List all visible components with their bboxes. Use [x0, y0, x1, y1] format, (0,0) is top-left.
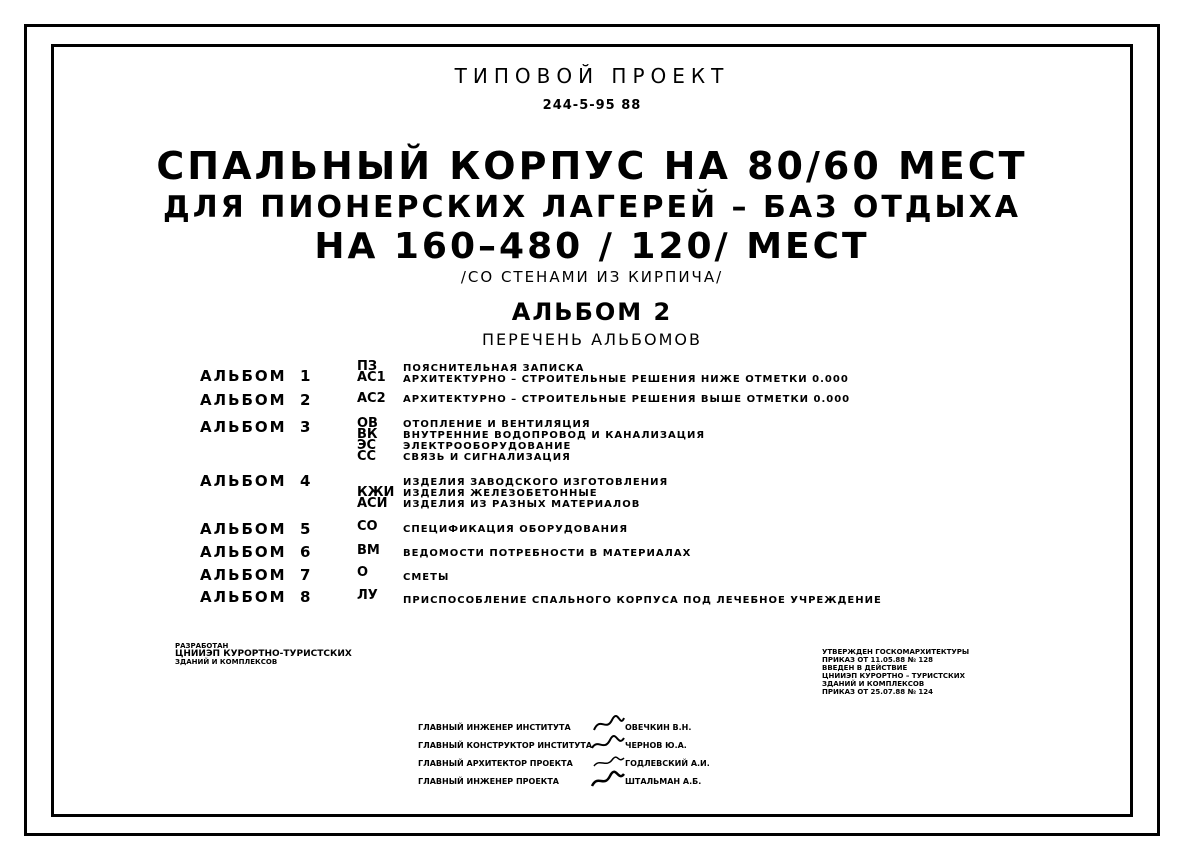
- album-number: 1: [300, 367, 311, 385]
- approval-line: УТВЕРЖДЕН ГОСКОМАРХИТЕКТУРЫ: [822, 648, 970, 656]
- album-number: 2: [300, 391, 311, 409]
- album-desc: АРХИТЕКТУРНО – СТРОИТЕЛЬНЫЕ РЕШЕНИЯ ВЫШЕ ОТМЕТКИ 0.000: [403, 394, 851, 405]
- developer-line: РАЗРАБОТАН: [175, 642, 229, 650]
- signature-name: ГОДЛЕВСКИЙ А.И.: [625, 759, 710, 768]
- album-number: 6: [300, 543, 311, 561]
- album-code: ВМ: [357, 543, 380, 558]
- album-label: АЛЬБОМ: [200, 566, 287, 584]
- approval-line: ВВЕДЕН В ДЕЙСТВИЕ: [822, 664, 908, 672]
- album-desc: АРХИТЕКТУРНО – СТРОИТЕЛЬНЫЕ РЕШЕНИЯ НИЖЕ ОТМЕТКИ 0.000: [403, 374, 849, 385]
- developer-line: ЦНИИЭП КУРОРТНО-ТУРИСТСКИХ: [175, 649, 352, 659]
- album-desc: ПРИСПОСОБЛЕНИЕ СПАЛЬНОГО КОРПУСА ПОД ЛЕЧЕБНОЕ УЧРЕЖДЕНИЕ: [403, 595, 882, 606]
- album-number: 4: [300, 472, 311, 490]
- album-number: 8: [300, 588, 311, 606]
- album-desc: ЭЛЕКТРООБОРУДОВАНИЕ: [403, 441, 572, 452]
- album-code: АС2: [357, 391, 386, 406]
- title-line-4: /СО СТЕНАМИ ИЗ КИРПИЧА/: [460, 268, 724, 286]
- album-code: ЭС: [357, 438, 377, 453]
- album-code: СС: [357, 449, 377, 464]
- developer-line: ЗДАНИЙ И КОМПЛЕКСОВ: [175, 658, 278, 666]
- album-code: ЛУ: [357, 588, 378, 603]
- handwritten-signatures-icon: [590, 712, 626, 792]
- album-label: АЛЬБОМ: [200, 367, 287, 385]
- album-number: 7: [300, 566, 311, 584]
- project-kicker: ТИПОВОЙ ПРОЕКТ: [454, 64, 730, 88]
- signature-role: ГЛАВНЫЙ КОНСТРУКТОР ИНСТИТУТА: [418, 741, 593, 750]
- album-label: АЛЬБОМ: [200, 543, 287, 561]
- album-label: АЛЬБОМ: [200, 472, 287, 490]
- album-desc: СМЕТЫ: [403, 572, 450, 583]
- developer-block: [175, 642, 352, 666]
- approval-line: ЗДАНИЙ И КОМПЛЕКСОВ: [822, 680, 925, 688]
- signature-role: ГЛАВНЫЙ АРХИТЕКТОР ПРОЕКТА: [418, 759, 573, 768]
- album-code: КЖИ: [357, 485, 395, 500]
- album-code: СО: [357, 519, 378, 534]
- title-line-1: СПАЛЬНЫЙ КОРПУС НА 80/60 МЕСТ: [156, 144, 1028, 188]
- album-code: АС1: [357, 370, 386, 385]
- album-desc: ВНУТРЕННИЕ ВОДОПРОВОД И КАНАЛИЗАЦИЯ: [403, 430, 706, 441]
- signature-name: ШТАЛЬМАН А.Б.: [625, 777, 702, 786]
- album-title: АЛЬБОМ 2: [511, 298, 673, 326]
- album-label: АЛЬБОМ: [200, 588, 287, 606]
- signature-role: ГЛАВНЫЙ ИНЖЕНЕР ИНСТИТУТА: [418, 723, 571, 732]
- approval-line: ЦНИИЭП КУРОРТНО – ТУРИСТСКИХ: [822, 672, 965, 680]
- album-desc: СПЕЦИФИКАЦИЯ ОБОРУДОВАНИЯ: [403, 524, 629, 535]
- album-desc: СВЯЗЬ И СИГНАЛИЗАЦИЯ: [403, 452, 571, 463]
- album-desc: ОТОПЛЕНИЕ И ВЕНТИЛЯЦИЯ: [403, 419, 591, 430]
- album-number: 3: [300, 418, 311, 436]
- approval-block: [822, 648, 969, 696]
- album-desc: ВЕДОМОСТИ ПОТРЕБНОСТИ В МАТЕРИАЛАХ: [403, 548, 692, 559]
- album-code: ПЗ: [357, 359, 378, 374]
- album-desc: ПОЯСНИТЕЛЬНАЯ ЗАПИСКА: [403, 363, 585, 374]
- title-line-2: ДЛЯ ПИОНЕРСКИХ ЛАГЕРЕЙ – БАЗ ОТДЫХА: [163, 190, 1021, 225]
- signature-name: ОВЕЧКИН В.Н.: [625, 723, 692, 732]
- album-label: АЛЬБОМ: [200, 418, 287, 436]
- album-label: АЛЬБОМ: [200, 520, 287, 538]
- signature-name: ЧЕРНОВ Ю.А.: [625, 741, 687, 750]
- album-code: АСИ: [357, 496, 388, 511]
- album-code: ОВ: [357, 416, 378, 431]
- album-list-heading: ПЕРЕЧЕНЬ АЛЬБОМОВ: [482, 330, 702, 349]
- signature-role: ГЛАВНЫЙ ИНЖЕНЕР ПРОЕКТА: [418, 777, 559, 786]
- album-number: 5: [300, 520, 311, 538]
- album-code: ВК: [357, 427, 378, 442]
- project-code: 244-5-95 88: [542, 98, 642, 113]
- approval-line: ПРИКАЗ ОТ 11.05.88 № 128: [822, 656, 934, 664]
- album-desc: ИЗДЕЛИЯ ЖЕЛЕЗОБЕТОННЫЕ: [403, 488, 598, 499]
- album-desc: ИЗДЕЛИЯ ЗАВОДСКОГО ИЗГОТОВЛЕНИЯ: [403, 477, 669, 488]
- title-line-3: НА 160–480 / 120/ МЕСТ: [314, 226, 870, 267]
- album-code: О: [357, 565, 369, 580]
- approval-line: ПРИКАЗ ОТ 25.07.88 № 124: [822, 688, 934, 696]
- album-desc: ИЗДЕЛИЯ ИЗ РАЗНЫХ МАТЕРИАЛОВ: [403, 499, 641, 510]
- album-label: АЛЬБОМ: [200, 391, 287, 409]
